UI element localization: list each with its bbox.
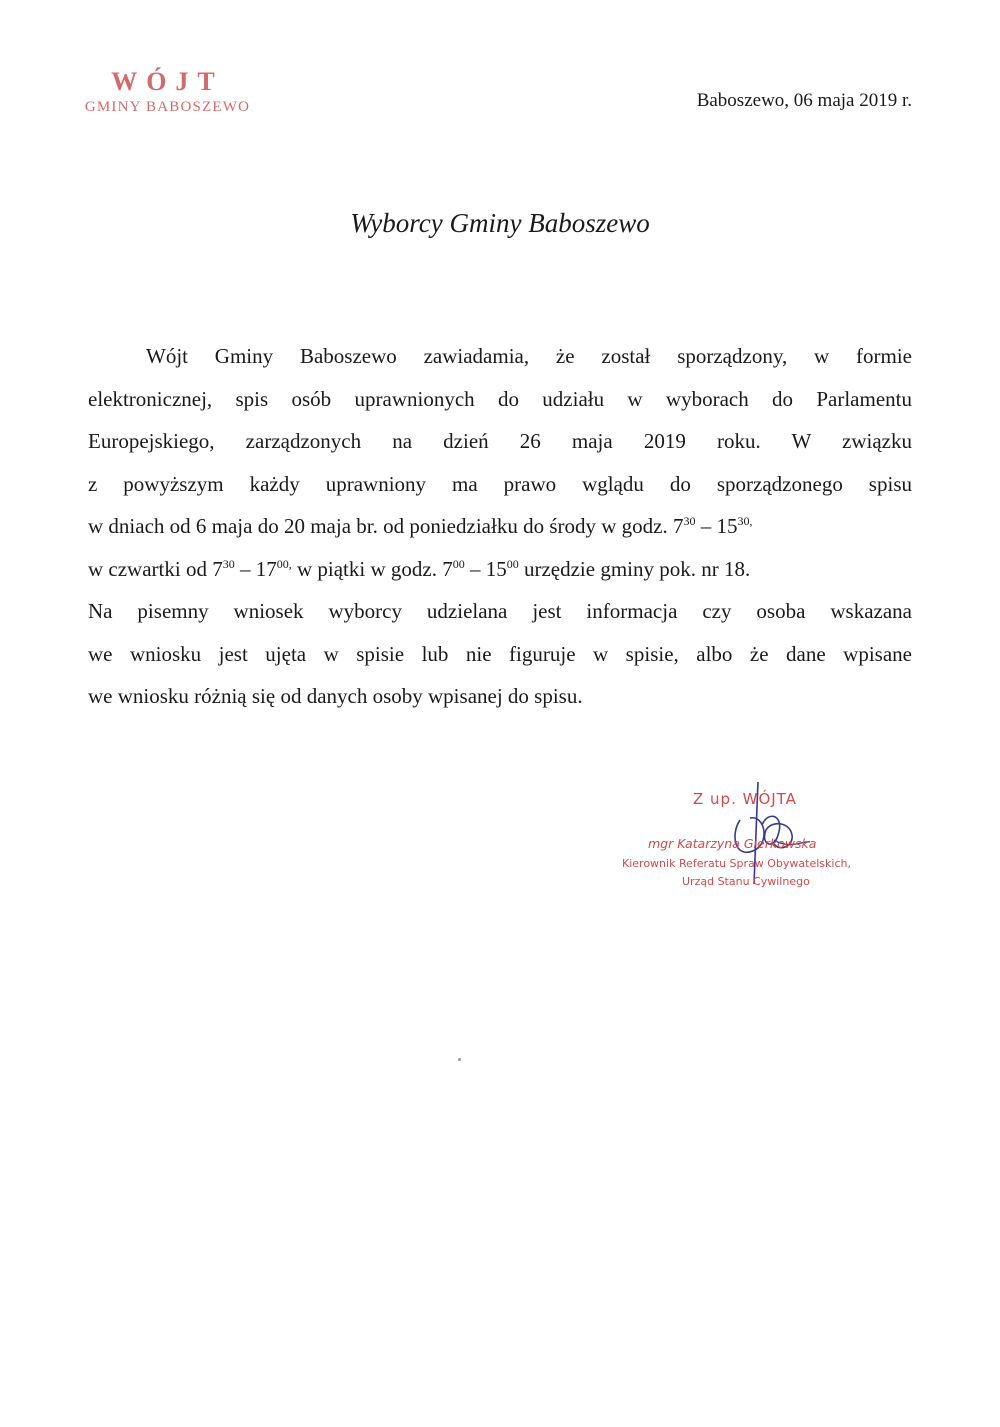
signature-name: mgr Katarzyna Gierkowska xyxy=(648,836,817,851)
hours-sup: 00 xyxy=(506,556,519,571)
addressee-heading: Wyborcy Gminy Baboszewo xyxy=(350,208,650,238)
hours-text: w czwartki od 7 xyxy=(88,556,223,581)
hours-text: urzędzie gminy pok. nr 18. xyxy=(518,556,751,581)
hours-text: w piątki w godz. 7 xyxy=(291,556,453,581)
stamp-subtitle: GMINY BABOSZEWO xyxy=(84,99,251,115)
body-line: z powyższym każdy uprawniony ma prawo wglądu do sporządzonego spisu xyxy=(88,471,912,496)
hours-text: w dniach od 6 maja do 20 maja br. od poniedziałku do środy w godz. 7 xyxy=(88,514,684,538)
hours-text: – 17 xyxy=(234,556,277,581)
signature-stamp xyxy=(600,780,920,900)
document-date: Baboszewo, 06 maja 2019 r. xyxy=(696,90,912,111)
body-line: Europejskiego, zarządzonych na dzień 26 maja 2019 roku. W związku xyxy=(88,429,912,453)
body-line: elektronicznej, spis osób uprawnionych do udziału w wyborach do Parlamentu xyxy=(88,386,912,411)
body-line: we wniosku jest ujęta w spisie lub nie figuruje w spisie, albo że dane wpisane xyxy=(88,641,912,666)
stamp-title: WÓJT xyxy=(111,67,224,96)
body-line-hours xyxy=(88,548,912,591)
office-stamp xyxy=(60,68,275,116)
scan-speck xyxy=(458,1058,461,1061)
notice-body xyxy=(88,335,912,718)
hours-sup: 00 xyxy=(452,556,465,571)
hours-sup: 00, xyxy=(276,556,292,571)
hours-text: – 15 xyxy=(695,514,738,538)
body-line: Na pisemny wniosek wyborcy udzielana jest informacja czy osoba wskazana xyxy=(88,599,912,623)
hours-sup: 30 xyxy=(683,514,696,528)
body-line-hours xyxy=(88,505,912,548)
hours-text: – 15 xyxy=(464,556,507,581)
body-line: Wójt Gminy Baboszewo zawiadamia, że został sporządzony, w formie xyxy=(146,344,912,368)
signature-authority: Z up. WÓJTA xyxy=(693,790,797,808)
signature-office: Urząd Stanu Cywilnego xyxy=(682,875,810,888)
signature-position: Kierownik Referatu Spraw Obywatelskich, xyxy=(622,857,851,870)
hours-sup: 30 xyxy=(222,556,235,571)
body-line: we wniosku różnią się od danych osoby wpisanej do spisu. xyxy=(88,684,583,708)
hours-sup: 30, xyxy=(737,514,753,528)
